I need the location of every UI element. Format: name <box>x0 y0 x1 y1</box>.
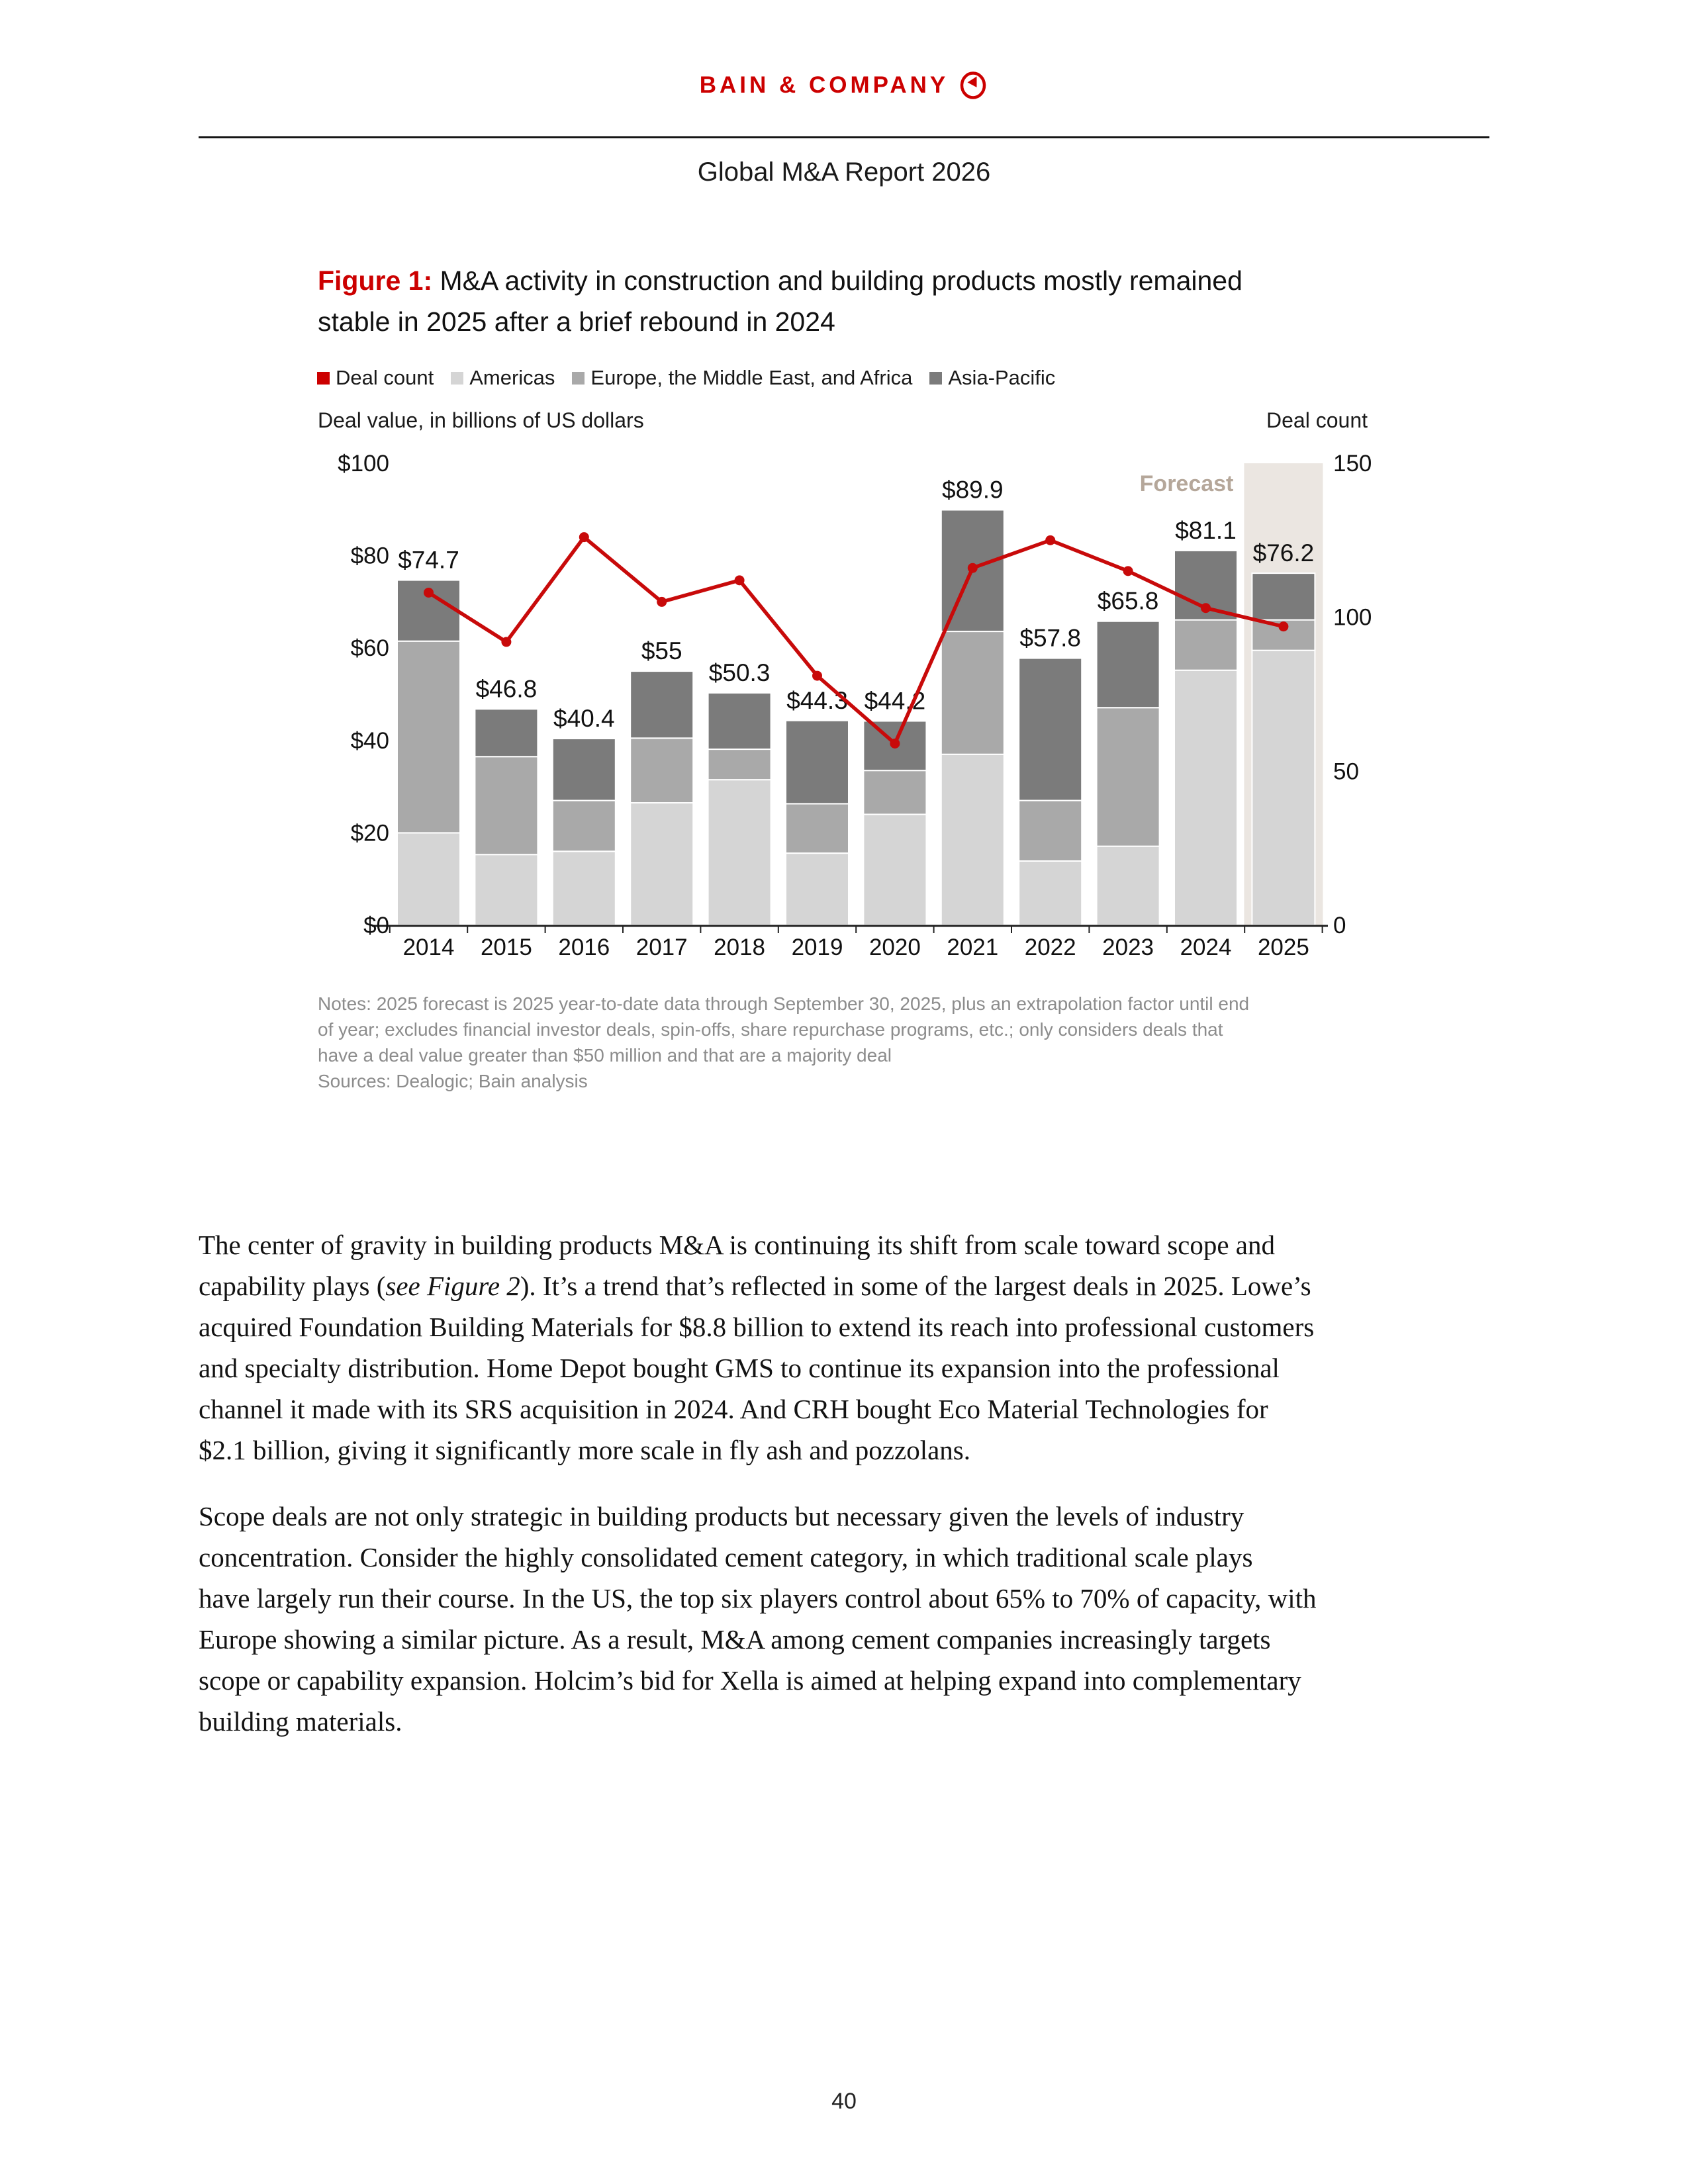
deal-count-point-2020 <box>890 739 900 749</box>
notes-line: have a deal value greater than $50 million and that are a majority deal <box>318 1045 892 1066</box>
body-line: have largely run their course. In the US, the top six players control about 65% to 70% of capacity, with <box>199 1583 1317 1614</box>
x-axis-label: 2023 <box>1102 934 1154 960</box>
left-axis-tick-label: $80 <box>350 543 389 569</box>
legend-item-asia-pacific <box>929 366 1055 390</box>
figure-1-chart <box>285 397 1410 993</box>
bar-value-label: $89.9 <box>942 476 1004 504</box>
deal-count-point-2014 <box>424 588 434 598</box>
left-axis-tick-label: $0 <box>363 913 389 938</box>
bar-value-label: $76.2 <box>1252 539 1315 567</box>
deal-count-point-2022 <box>1045 535 1055 545</box>
bar-2016-europe-the-middle-east-and-africa <box>553 801 616 852</box>
x-axis-label: 2015 <box>480 934 532 960</box>
deal-count-point-2024 <box>1201 603 1211 613</box>
bar-2024-europe-the-middle-east-and-africa <box>1174 620 1237 670</box>
bar-2017-asia-pacific <box>630 671 693 738</box>
legend-swatch-emea <box>572 372 585 385</box>
bar-value-label: $65.8 <box>1097 587 1159 615</box>
legend-item-americas <box>451 366 555 390</box>
body-text: ). It’s a trend that’s reflected in some of the largest deals in 2025. Lowe’s <box>520 1271 1311 1301</box>
body-line: and specialty distribution. Home Depot bought GMS to continue its expansion into the professional <box>199 1353 1280 1383</box>
body-line: $2.1 billion, giving it significantly more scale in fly ash and pozzolans. <box>199 1435 970 1465</box>
body-line: The center of gravity in building products M&A is continuing its shift from scale toward scope and <box>199 1230 1276 1260</box>
bar-2022-europe-the-middle-east-and-africa <box>1019 801 1082 861</box>
figure-title-line2: stable in 2025 after a brief rebound in 2024 <box>318 306 835 337</box>
body-paragraph-2 <box>199 1496 1317 1742</box>
header-divider <box>199 136 1489 138</box>
bar-2020-europe-the-middle-east-and-africa <box>863 770 926 814</box>
bar-value-label: $74.7 <box>398 546 459 574</box>
bar-2017-americas <box>630 803 693 925</box>
legend-label: Deal count <box>336 366 434 389</box>
bar-2021-europe-the-middle-east-and-africa <box>941 631 1004 754</box>
right-axis-tick-label: 0 <box>1333 913 1346 938</box>
bar-2018-americas <box>708 780 771 925</box>
legend-item-emea <box>572 366 912 390</box>
figure-title-line1 <box>318 260 1243 301</box>
figure-notes <box>318 991 1249 1094</box>
bar-value-label: $57.8 <box>1019 624 1081 652</box>
deal-count-point-2021 <box>968 563 978 573</box>
right-axis-tick-label: 50 <box>1333 758 1359 785</box>
bar-2019-americas <box>786 853 849 925</box>
figure-title <box>318 260 1243 342</box>
bar-2018-europe-the-middle-east-and-africa <box>708 749 771 780</box>
body-text: capability plays ( <box>199 1271 386 1301</box>
right-axis-title: Deal count <box>1266 408 1368 432</box>
left-axis-tick-label: $20 <box>350 820 389 846</box>
bar-2015-europe-the-middle-east-and-africa <box>475 756 538 854</box>
body-line: acquired Foundation Building Materials for $8.8 billion to extend its reach into professional customers <box>199 1312 1315 1342</box>
bar-2021-americas <box>941 754 1004 925</box>
body-paragraph-1 <box>199 1224 1314 1471</box>
bar-value-label: $44.3 <box>786 686 848 714</box>
left-axis-tick-label: $40 <box>350 727 389 754</box>
bar-2022-asia-pacific <box>1019 659 1082 801</box>
notes-line: Notes: 2025 forecast is 2025 year-to-date data through September 30, 2025, plus an extrapolation factor until end <box>318 993 1250 1014</box>
forecast-label: Forecast <box>1139 471 1234 496</box>
figure-label: Figure 1: <box>318 265 433 296</box>
left-axis-title: Deal value, in billions of US dollars <box>318 408 644 432</box>
right-axis-tick-label: 150 <box>1333 451 1372 477</box>
right-axis-tick-label: 100 <box>1333 604 1372 631</box>
bar-2024-americas <box>1174 670 1237 925</box>
notes-line: of year; excludes financial investor deals, spin-offs, share repurchase programs, etc.; only considers deals that <box>318 1019 1223 1040</box>
bar-value-label: $55 <box>641 637 682 665</box>
x-axis-label: 2024 <box>1180 934 1232 960</box>
bain-compass-icon <box>958 70 988 101</box>
bar-2016-asia-pacific <box>553 739 616 801</box>
legend-swatch-americas <box>451 372 463 385</box>
body-line: Europe showing a similar picture. As a result, M&A among cement companies increasingly targets <box>199 1624 1271 1655</box>
legend-label: Europe, the Middle East, and Africa <box>590 366 913 389</box>
bar-2018-asia-pacific <box>708 693 771 749</box>
bar-value-label: $44.2 <box>864 687 926 715</box>
x-axis-label: 2019 <box>791 934 843 960</box>
report-title: Global M&A Report 2026 <box>697 158 991 187</box>
bar-2019-asia-pacific <box>786 721 849 804</box>
bar-2019-europe-the-middle-east-and-africa <box>786 803 849 853</box>
bar-2014-europe-the-middle-east-and-africa <box>397 641 460 833</box>
deal-count-point-2016 <box>579 532 589 542</box>
bar-2025-asia-pacific <box>1252 573 1315 619</box>
x-axis-label: 2014 <box>402 934 455 960</box>
bar-2014-americas <box>397 833 460 925</box>
figure-2-reference: see Figure 2 <box>385 1271 520 1301</box>
left-axis-tick-label: $60 <box>350 635 389 662</box>
left-axis-tick-label: $100 <box>338 451 389 477</box>
bar-value-label: $81.1 <box>1175 516 1237 544</box>
bar-2020-americas <box>863 814 926 925</box>
bar-value-label: $40.4 <box>553 705 615 733</box>
bar-2025-americas <box>1252 651 1315 925</box>
legend-label: Americas <box>469 366 555 389</box>
notes-sources: Sources: Dealogic; Bain analysis <box>318 1071 588 1091</box>
body-line: channel it made with its SRS acquisition in 2024. And CRH bought Eco Material Technologies for <box>199 1394 1268 1424</box>
legend-item-deal-count <box>317 366 434 390</box>
x-axis-label: 2025 <box>1257 934 1309 960</box>
bar-2023-asia-pacific <box>1097 621 1160 708</box>
page-number: 40 <box>831 2089 857 2114</box>
deal-count-point-2023 <box>1123 566 1133 576</box>
body-line: building materials. <box>199 1706 402 1737</box>
bar-2023-americas <box>1097 846 1160 925</box>
x-axis-label: 2016 <box>558 934 610 960</box>
bar-2015-americas <box>475 854 538 925</box>
bar-2023-europe-the-middle-east-and-africa <box>1097 707 1160 846</box>
x-axis-label: 2017 <box>635 934 688 960</box>
bar-2022-americas <box>1019 861 1082 925</box>
x-axis-label: 2022 <box>1024 934 1076 960</box>
x-axis-label: 2018 <box>714 934 766 960</box>
bar-2017-europe-the-middle-east-and-africa <box>630 738 693 803</box>
deal-count-point-2018 <box>735 575 745 585</box>
chart-legend <box>317 366 1055 390</box>
bar-2016-americas <box>553 851 616 925</box>
header <box>0 70 1688 101</box>
body-line: scope or capability expansion. Holcim’s bid for Xella is aimed at helping expand into complementary <box>199 1665 1301 1696</box>
body-line: concentration. Consider the highly consolidated cement category, in which traditional scale plays <box>199 1542 1253 1572</box>
bar-value-label: $50.3 <box>708 659 771 686</box>
legend-label: Asia-Pacific <box>948 366 1056 389</box>
deal-count-point-2019 <box>812 671 822 681</box>
bar-value-label: $46.8 <box>475 675 538 703</box>
deal-count-point-2025 <box>1278 621 1288 631</box>
legend-swatch-asia-pacific <box>929 372 942 385</box>
deal-count-point-2015 <box>501 637 511 647</box>
legend-swatch-deal-count <box>317 372 330 385</box>
x-axis-label: 2020 <box>868 934 921 960</box>
body-line <box>199 1265 1314 1306</box>
x-axis-label: 2021 <box>947 934 999 960</box>
bar-2015-asia-pacific <box>475 709 538 756</box>
body-line: Scope deals are not only strategic in building products but necessary given the levels of industry <box>199 1501 1244 1531</box>
figure-title-text: M&A activity in construction and building products mostly remained <box>432 265 1243 296</box>
deal-count-point-2017 <box>657 597 667 607</box>
bain-logo-text: BAIN & COMPANY <box>699 72 949 98</box>
